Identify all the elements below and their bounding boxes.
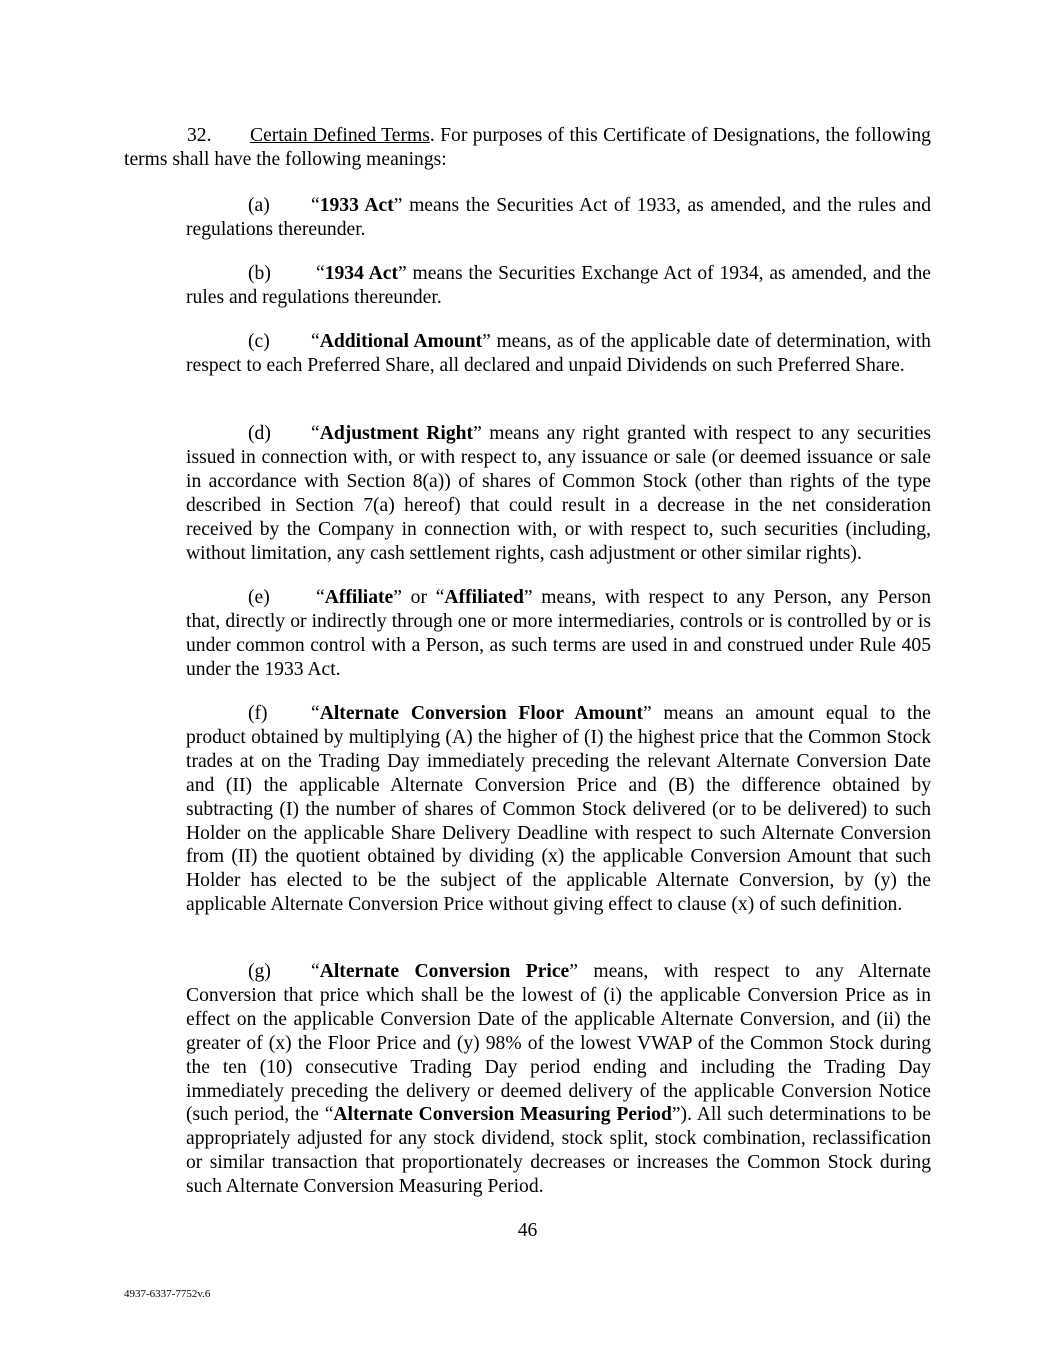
- defined-term: Affiliate: [324, 587, 394, 608]
- defined-term: 1934 Act: [324, 263, 398, 284]
- document-id: 4937-6337-7752v.6: [124, 1288, 211, 1300]
- defined-term: Alternate Conversion Price: [319, 961, 570, 982]
- definition-body: ” means the Securities Act of 1933, as amended, and the rules and regulations thereunder.: [186, 195, 931, 240]
- definition-g: (g) “Alternate Conversion Price” means, with respect to any Alternate Conversion that price which shall be the lowest of (i) the applicable Conversion Price as in effect on the applicable Conversion Date of the applicable Alternate Conversion, and (ii) the greater of (x) the Floor Price and (y) 98% of the lowest VWAP of the Common Stock during the ten (10) consecutive Trading Day period ending and including the Trading Day immediately preceding the delivery or deemed delivery of the applicable Conversion Notice (such period, the “Alternate Conversion Measuring Period”). All such determinations to be appropriately adjusted for any stock dividend, stock split, stock combination, reclassification or similar transaction that proportionately decreases or increases the Common Stock during such Alternate Conversion Measuring Period.: [186, 961, 931, 1198]
- defined-term-inline: Alternate Conversion Measuring Period: [333, 1104, 672, 1126]
- definition-label: (b): [248, 263, 271, 284]
- definition-label: (a): [248, 195, 270, 216]
- defined-term: Additional Amount: [319, 331, 483, 352]
- definition-body: ” means the Securities Exchange Act of 1934, as amended, and the rules and regulations thereunder.: [186, 263, 931, 308]
- definition-body: ” means, as of the applicable date of determination, with respect to each Preferred Share, all declared and unpaid Dividends on such Preferred Share.: [186, 331, 931, 376]
- definition-a: (a) “1933 Act” means the Securities Act of 1933, as amended, and the rules and regulations thereunder.: [186, 195, 931, 240]
- definition-f: (f) “Alternate Conversion Floor Amount” means an amount equal to the product obtained by multiplying (A) the higher of (I) the highest price that the Common Stock trades at on the Trading Day immediately preceding the relevant Alternate Conversion Date and (II) the applicable Alternate Conversion Price and (B) the difference obtained by subtracting (I) the number of shares of Common Stock delivered (or to be delivered) to such Holder on the applicable Share Delivery Deadline with respect to such Alternate Conversion from (II) the quotient obtained by dividing (x) the applicable Conversion Amount that such Holder has elected to be the subject of the applicable Alternate Conversion, by (y) the applicable Alternate Conversion Price without giving effect to clause (x) of such definition.: [186, 703, 931, 916]
- definition-b: (b) “1934 Act” means the Securities Exchange Act of 1934, as amended, and the rules and regulations thereunder.: [186, 263, 931, 308]
- definition-label: (d): [248, 423, 271, 444]
- definition-body: ” means any right granted with respect to any securities issued in connection with, or with respect to, any issuance or sale (or deemed issuance or sale in accordance with Section 8(a)) of shares of Common Stock (other than rights of the type described in Section 7(a) hereof) that could result in a decrease in the net consideration received by the Company in connection with, or with respect to, such securities (including, without limitation, any cash settlement rights, cash adjustment or other similar rights).: [186, 423, 931, 564]
- defined-term-alt: Affiliated: [444, 587, 524, 608]
- definition-tail: ”). All such determinations to be appropriately adjusted for any stock dividend, stock split, stock combination, reclassification or similar transaction that proportionately decreases or increases the Common Stock during such Alternate Conversion Measuring Period.: [186, 1104, 931, 1198]
- section-title: Certain Defined Terms: [250, 125, 430, 146]
- definition-body: ” means an amount equal to the product obtained by multiplying (A) the higher of (I) the highest price that the Common Stock trades at on the Trading Day immediately preceding the relevant Alternate Conversion Date and (II) the applicable Alternate Conversion Price and (B) the difference obtained by subtracting (I) the number of shares of Common Stock delivered (or to be delivered) to such Holder on the applicable Share Delivery Deadline with respect to such Alternate Conversion from (II) the quotient obtained by dividing (x) the applicable Conversion Amount that such Holder has elected to be the subject of the applicable Alternate Conversion, by (y) the applicable Alternate Conversion Price without giving effect to clause (x) of such definition.: [186, 703, 931, 916]
- section-number: 32.: [187, 125, 212, 146]
- definition-c: (c) “Additional Amount” means, as of the applicable date of determination, with respect to each Preferred Share, all declared and unpaid Dividends on such Preferred Share.: [186, 331, 931, 376]
- definition-label: (g): [248, 961, 271, 982]
- definition-label: (f): [248, 703, 268, 724]
- defined-term: 1933 Act: [319, 195, 394, 216]
- page-number: 46: [517, 1220, 538, 1241]
- definition-connector: ” or “: [393, 587, 445, 608]
- defined-term: Alternate Conversion Floor Amount: [319, 703, 643, 724]
- definition-d: (d) “Adjustment Right” means any right granted with respect to any securities issued in connection with, or with respect to, any issuance or sale (or deemed issuance or sale in accordance with Section 8(a)) of shares of Common Stock (other than rights of the type described in Section 7(a) hereof) that could result in a decrease in the net consideration received by the Company in connection with, or with respect to, such securities (including, without limitation, any cash settlement rights, cash adjustment or other similar rights).: [186, 423, 931, 564]
- definition-label: (c): [248, 331, 270, 352]
- defined-term: Adjustment Right: [319, 423, 474, 444]
- definition-body: ” means, with respect to any Alternate Conversion that price which shall be the lowest of (i) the applicable Conversion Price as in effect on the applicable Conversion Date of the applicable Alternate Conversion, and (ii) the greater of (x) the Floor Price and (y) 98% of the lowest VWAP of the Common Stock during the ten (10) consecutive Trading Day period ending and including the Trading Day immediately preceding the delivery or deemed delivery of the applicable Conversion Notice (such period, the “: [186, 961, 931, 1126]
- section-intro: . For purposes of this Certificate of Designations, the following terms shall have the following meanings:: [124, 125, 931, 170]
- definition-label: (e): [248, 587, 270, 608]
- definition-e: (e) “Affiliate” or “Affiliated” means, with respect to any Person, any Person that, directly or indirectly through one or more intermediaries, controls or is controlled by or is under common control with a Person, as such terms are used in and construed under Rule 405 under the 1933 Act.: [186, 587, 931, 680]
- definition-body: ” means, with respect to any Person, any Person that, directly or indirectly through one or more intermediaries, controls or is controlled by or is under common control with a Person, as such terms are used in and construed under Rule 405 under the 1933 Act.: [186, 587, 931, 680]
- section-32-heading: [124, 124, 931, 172]
